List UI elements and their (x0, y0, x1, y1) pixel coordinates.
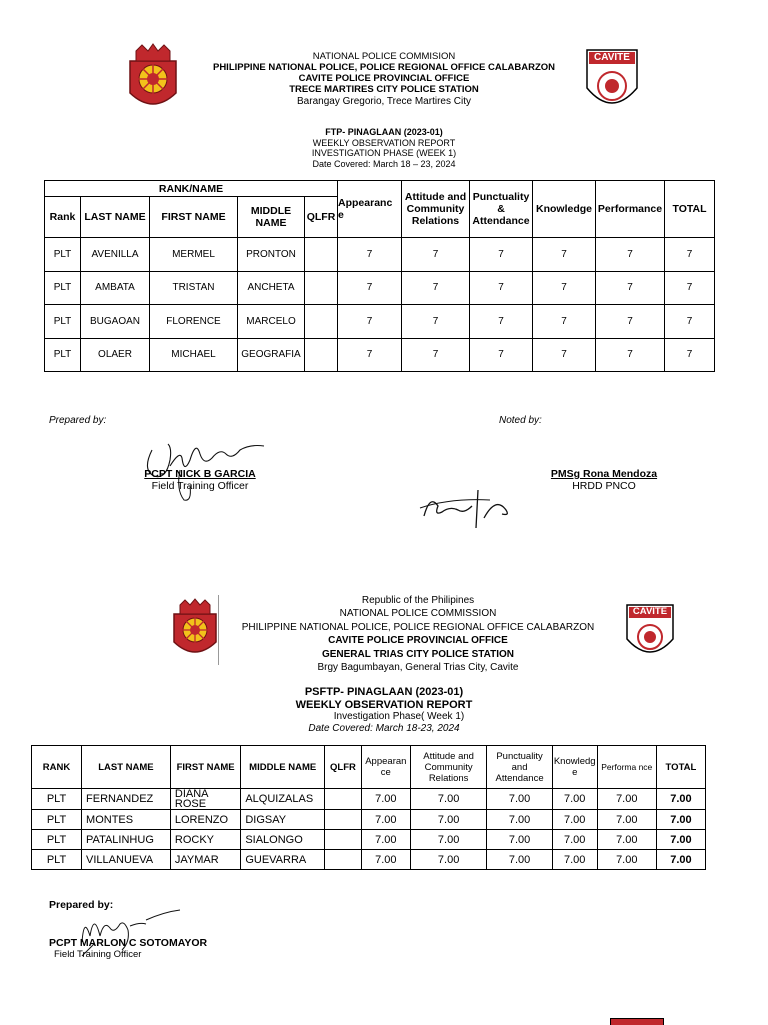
col-header: Performance (596, 181, 665, 238)
col-header: Knowledg e (552, 746, 597, 789)
table-cell: 7 (533, 271, 596, 305)
preparer-name: PCPT NICK B GARCIA (144, 468, 256, 480)
preparer-block (130, 468, 270, 492)
title-line: WEEKLY OBSERVATION REPORT (295, 698, 473, 711)
cavite-seal-right-2 (625, 603, 675, 663)
table-cell: MARCELO (238, 305, 305, 339)
col-header: TOTAL (665, 181, 715, 238)
header-line: CAVITE POLICE PROVINCIAL OFFICE (298, 73, 470, 84)
table-cell: VILLANUEVA (82, 850, 171, 870)
table-cell: 7 (338, 338, 402, 372)
table-row (32, 850, 706, 870)
preparer-block-2 (49, 937, 207, 961)
title-line: PSFTP- PINAGLAAN (2023-01) (304, 686, 464, 698)
title-line: Investigation Phase( Week 1) (333, 711, 465, 722)
table-cell: BUGAOAN (81, 305, 150, 339)
table-cell: 7 (596, 305, 665, 339)
table-row (32, 789, 706, 810)
report1-header (180, 51, 588, 107)
table-cell: 7.00 (552, 810, 597, 830)
table-cell: 7.00 (487, 789, 552, 810)
table-cell: FLORENCE (150, 305, 238, 339)
title-line: Date Covered: March 18 – 23, 2024 (312, 158, 456, 169)
header-line: GENERAL TRIAS CITY POLICE STATION (321, 648, 515, 660)
col-header: TOTAL (656, 746, 705, 789)
table-cell: PLT (45, 338, 81, 372)
table-cell: 7.00 (487, 850, 552, 870)
col-header: LAST NAME (82, 746, 171, 789)
pnp-seal-left (124, 43, 182, 115)
cavite-logo-text: CAVITE (632, 606, 668, 617)
col-header: Appearan ce (361, 746, 410, 789)
col-header: Punctuality and Attendance (487, 746, 552, 789)
table-cell (325, 810, 362, 830)
table-cell: DIGSAY (241, 810, 325, 830)
header-address: Barangay Gregorio, Trece Martires City (297, 96, 471, 107)
table-cell: 7 (338, 238, 402, 272)
table-cell: 7 (402, 271, 470, 305)
table-cell: PATALINHUG (82, 830, 171, 850)
table-cell: PLT (32, 810, 82, 830)
header-line: NATIONAL POLICE COMMISSION (339, 608, 497, 620)
table-cell: 7 (470, 271, 533, 305)
table-cell (305, 271, 338, 305)
table-cell: ANCHETA (238, 271, 305, 305)
table-cell: 7 (470, 338, 533, 372)
table-cell: 7.00 (487, 830, 552, 850)
col-header: QLFR (305, 197, 338, 238)
col-header: QLFR (325, 746, 362, 789)
header-line: PHILIPPINE NATIONAL POLICE, POLICE REGIONAL OFFICE CALABARZON (212, 62, 555, 73)
table-cell: ROCKY (170, 830, 240, 850)
table-cell: 7 (338, 271, 402, 305)
table-cell: 7 (596, 338, 665, 372)
title-line: WEEKLY OBSERVATION REPORT (312, 137, 456, 148)
table-cell (325, 850, 362, 870)
table-cell: MICHAEL (150, 338, 238, 372)
table-cell: PLT (32, 789, 82, 810)
table-cell (325, 789, 362, 810)
group-header: RANK/NAME (45, 181, 338, 197)
table-cell: 7.00 (410, 850, 487, 870)
table-cell (305, 238, 338, 272)
table-cell: 7.00 (410, 810, 487, 830)
signature-mendoza (380, 476, 540, 542)
table-cell: 7.00 (597, 830, 656, 850)
table-cell: 7 (402, 238, 470, 272)
report1-title (230, 127, 538, 169)
table-cell: 7 (596, 271, 665, 305)
table-cell: OLAER (81, 338, 150, 372)
report1-table (44, 180, 715, 372)
table-row (45, 305, 715, 339)
table-cell: 7 (470, 305, 533, 339)
table-cell: PRONTON (238, 238, 305, 272)
table-cell: GEOGRAFIA (238, 338, 305, 372)
table-cell: 7.00 (552, 830, 597, 850)
table-row (32, 830, 706, 850)
noted-by-label: Noted by: (499, 415, 542, 426)
prepared-by-label-2: Prepared by: (49, 899, 114, 911)
col-header: MIDDLE NAME (238, 197, 305, 238)
table-cell: 7.00 (597, 850, 656, 870)
col-header: Attitude and Community Relations (402, 181, 470, 238)
preparer-title: Field Training Officer (54, 949, 142, 960)
table-cell: AMBATA (81, 271, 150, 305)
table-row (45, 238, 715, 272)
title-line: FTP- PINAGLAAN (2023-01) (325, 127, 443, 137)
table-cell: 7 (470, 238, 533, 272)
col-header: Performa nce (597, 746, 656, 789)
report2-table (31, 745, 706, 870)
table-cell: PLT (45, 305, 81, 339)
table-cell: GUEVARRA (241, 850, 325, 870)
table-cell: MONTES (82, 810, 171, 830)
table-cell: PLT (32, 850, 82, 870)
table-cell: 7 (665, 238, 715, 272)
table-row (45, 338, 715, 372)
table-cell: 7.00 (361, 850, 410, 870)
table-cell: FERNANDEZ (82, 789, 171, 810)
table-cell: 7.00 (597, 789, 656, 810)
report2-title (270, 686, 498, 734)
col-header: RANK (32, 746, 82, 789)
table-cell: 7 (533, 338, 596, 372)
table-cell: 7.00 (361, 789, 410, 810)
col-header: Attitude and Community Relations (410, 746, 487, 789)
table-cell: 7.00 (361, 830, 410, 850)
table-cell: 7.00 (656, 810, 705, 830)
table-cell: PLT (45, 238, 81, 272)
col-header: FIRST NAME (170, 746, 240, 789)
col-header: LAST NAME (81, 197, 150, 238)
title-line: INVESTIGATION PHASE (WEEK 1) (311, 148, 457, 158)
col-header: Knowledge (533, 181, 596, 238)
header-address: Brgy Bagumbayan, General Trias City, Cavite (317, 662, 519, 674)
header-line: NATIONAL POLICE COMMISION (312, 51, 456, 62)
table-cell (325, 830, 362, 850)
table-cell: 7 (402, 305, 470, 339)
noter-block (530, 468, 678, 492)
col-header: Punctuality & Attendance (470, 181, 533, 238)
table-cell: DIANA ROSE (170, 789, 240, 810)
table-cell (305, 338, 338, 372)
table-cell: ALQUIZALAS (241, 789, 325, 810)
preparer-title: Field Training Officer (151, 480, 249, 492)
table-cell: 7.00 (552, 850, 597, 870)
header-line: Republic of the Philipines (361, 595, 475, 606)
col-header: FIRST NAME (150, 197, 238, 238)
table-cell: 7.00 (597, 810, 656, 830)
table-cell: 7.00 (361, 810, 410, 830)
table-cell: 7.00 (656, 850, 705, 870)
header-line: PHILIPPINE NATIONAL POLICE, POLICE REGIONAL OFFICE CALABARZON (241, 621, 595, 633)
cavite-seal-right (585, 48, 639, 116)
table-cell: 7.00 (552, 789, 597, 810)
prepared-by-label: Prepared by: (49, 415, 107, 426)
table-cell: JAYMAR (170, 850, 240, 870)
col-header: MIDDLE NAME (241, 746, 325, 789)
table-cell: 7.00 (487, 810, 552, 830)
table-cell: 7 (338, 305, 402, 339)
noter-title: HRDD PNCO (572, 480, 636, 492)
table-cell: 7 (533, 238, 596, 272)
table-cell: 7 (533, 305, 596, 339)
table-cell: 7.00 (656, 789, 705, 810)
table-row (45, 271, 715, 305)
table-cell: 7 (665, 271, 715, 305)
table-cell: 7 (402, 338, 470, 372)
col-header: Rank (45, 197, 81, 238)
noter-name: PMSg Rona Mendoza (550, 468, 658, 480)
table-cell: AVENILLA (81, 238, 150, 272)
cavite-logo-text: CAVITE (594, 52, 630, 63)
table-row (32, 810, 706, 830)
table-cell: 7.00 (410, 830, 487, 850)
title-line: Date Covered: March 18-23, 2024 (308, 722, 460, 734)
table-cell: 7 (665, 338, 715, 372)
preparer-name: PCPT MARLON C SOTOMAYOR (49, 937, 208, 949)
table-cell (305, 305, 338, 339)
table-cell: LORENZO (170, 810, 240, 830)
table-cell: 7 (596, 238, 665, 272)
table-cell: PLT (32, 830, 82, 850)
header-line: TRECE MARTIRES CITY POLICE STATION (289, 84, 479, 95)
col-header: Appearanc e (338, 181, 402, 238)
table-cell: PLT (45, 271, 81, 305)
table-cell: TRISTAN (150, 271, 238, 305)
header-line: CAVITE POLICE PROVINCIAL OFFICE (328, 635, 508, 647)
table-cell: 7 (665, 305, 715, 339)
table-cell: 7.00 (410, 789, 487, 810)
table-cell: MERMEL (150, 238, 238, 272)
table-cell: 7.00 (656, 830, 705, 850)
report2-header (200, 594, 636, 674)
table-cell: SIALONGO (241, 830, 325, 850)
